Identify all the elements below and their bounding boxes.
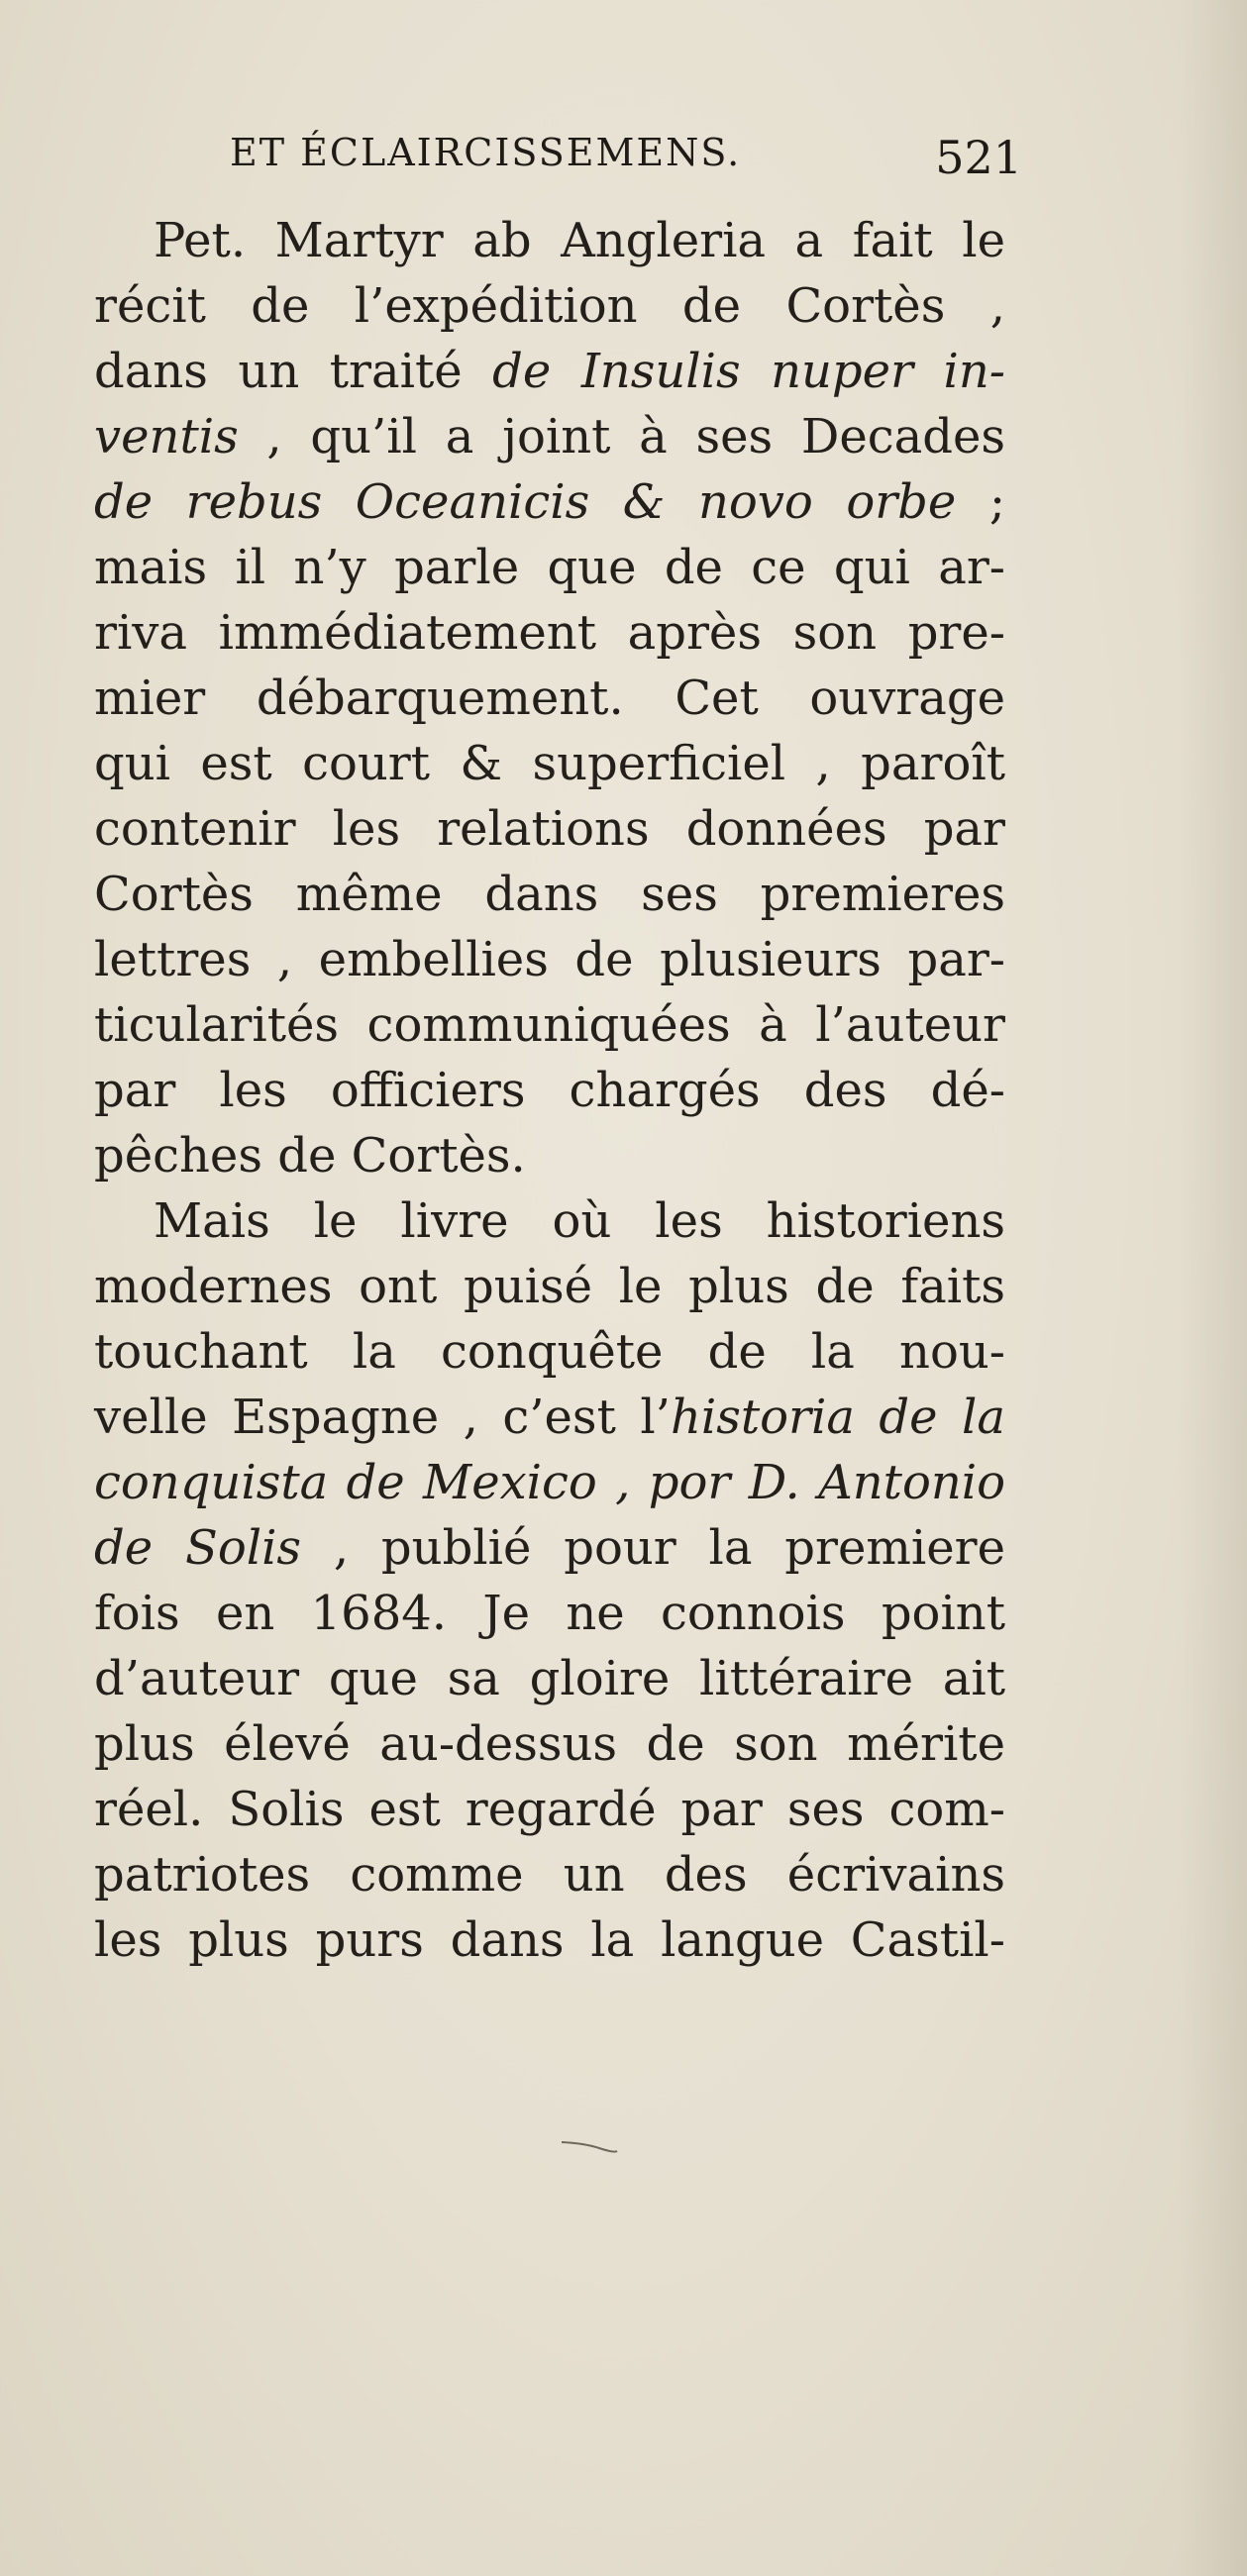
paragraph-first-line: [94, 208, 1005, 273]
text-segment: Pet. Martyr ab Angleria a fait le: [154, 213, 1005, 268]
page-edge-shadow: [1178, 0, 1247, 2576]
text-line: [94, 1711, 1005, 1777]
text-segment: Mais le livre où les historiens: [154, 1193, 1005, 1249]
running-title: ET ÉCLAIRCISSEMENS.: [230, 131, 742, 174]
italic-segment: conquista de Mexico , por D. Antonio: [94, 1455, 1005, 1510]
text-segment: les plus purs dans la langue Castil-: [94, 1912, 1005, 1968]
text-segment: , publié pour la premiere: [301, 1520, 1005, 1576]
text-segment: par les officiers chargés des dé-: [94, 1063, 1005, 1118]
text-segment: mais il n’y parle que de ce qui ar-: [94, 540, 1005, 595]
text-segment: velle Espagne , c’est l’: [94, 1390, 671, 1445]
text-line: [94, 1385, 1005, 1450]
italic-segment: de Insulis nuper in-: [492, 344, 1005, 399]
page-number: 521: [935, 131, 1022, 184]
text-segment: lettres , embellies de plusieurs par-: [94, 932, 1005, 987]
text-line: [94, 1907, 1005, 1973]
text-line: [94, 1777, 1005, 1842]
text-line: [94, 469, 1005, 535]
text-segment: ;: [956, 474, 1005, 530]
text-line: [94, 1842, 1005, 1907]
text-segment: Cortès même dans ses premieres: [94, 867, 1005, 922]
text-line: [94, 1254, 1005, 1319]
text-line: [94, 600, 1005, 666]
text-line: [94, 1515, 1005, 1581]
text-segment: qui est court & superficiel , paroît: [94, 736, 1005, 791]
text-line: [94, 1646, 1005, 1711]
text-segment: , qu’il a joint à ses Decades: [238, 409, 1005, 464]
text-segment: dans un traité: [94, 344, 493, 399]
text-line: [94, 339, 1005, 404]
text-line: [94, 796, 1005, 862]
text-line: [94, 1058, 1005, 1123]
text-segment: récit de l’expédition de Cortès ,: [94, 278, 1005, 334]
text-segment: modernes ont puisé le plus de faits: [94, 1259, 1005, 1314]
text-segment: pêches de Cortès.: [94, 1128, 526, 1184]
body-text: [94, 208, 1005, 1973]
ink-mark: [560, 2139, 619, 2153]
text-line: [94, 927, 1005, 992]
italic-segment: ventis: [94, 409, 239, 464]
italic-segment: de rebus Oceanicis & novo orbe: [94, 474, 957, 530]
text-line: [94, 1123, 1005, 1188]
text-line: [94, 535, 1005, 600]
paragraph-first-line: [94, 1188, 1005, 1254]
text-line: [94, 666, 1005, 731]
text-line: [94, 1319, 1005, 1385]
text-segment: contenir les relations données par: [94, 801, 1005, 857]
text-line: [94, 273, 1005, 339]
text-segment: réel. Solis est regardé par ses com-: [94, 1782, 1005, 1837]
text-segment: mier débarquement. Cet ouvrage: [94, 670, 1005, 726]
running-head: [230, 131, 1022, 190]
text-segment: touchant la conquête de la nou-: [94, 1324, 1005, 1380]
text-segment: fois en 1684. Je ne connois point: [94, 1586, 1005, 1641]
italic-segment: historia de la: [670, 1390, 1005, 1445]
text-line: [94, 1581, 1005, 1646]
text-segment: d’auteur que sa gloire littéraire ait: [94, 1651, 1005, 1706]
text-segment: plus élevé au-dessus de son mérite: [94, 1716, 1005, 1772]
text-segment: riva immédiatement après son pre-: [94, 605, 1005, 661]
text-line: [94, 404, 1005, 469]
text-line: [94, 862, 1005, 927]
text-line: [94, 992, 1005, 1058]
text-line: [94, 731, 1005, 796]
text-segment: patriotes comme un des écrivains: [94, 1847, 1005, 1903]
italic-segment: de Solis: [94, 1520, 302, 1576]
text-segment: ticularités communiquées à l’auteur: [94, 997, 1005, 1053]
text-line: [94, 1450, 1005, 1515]
